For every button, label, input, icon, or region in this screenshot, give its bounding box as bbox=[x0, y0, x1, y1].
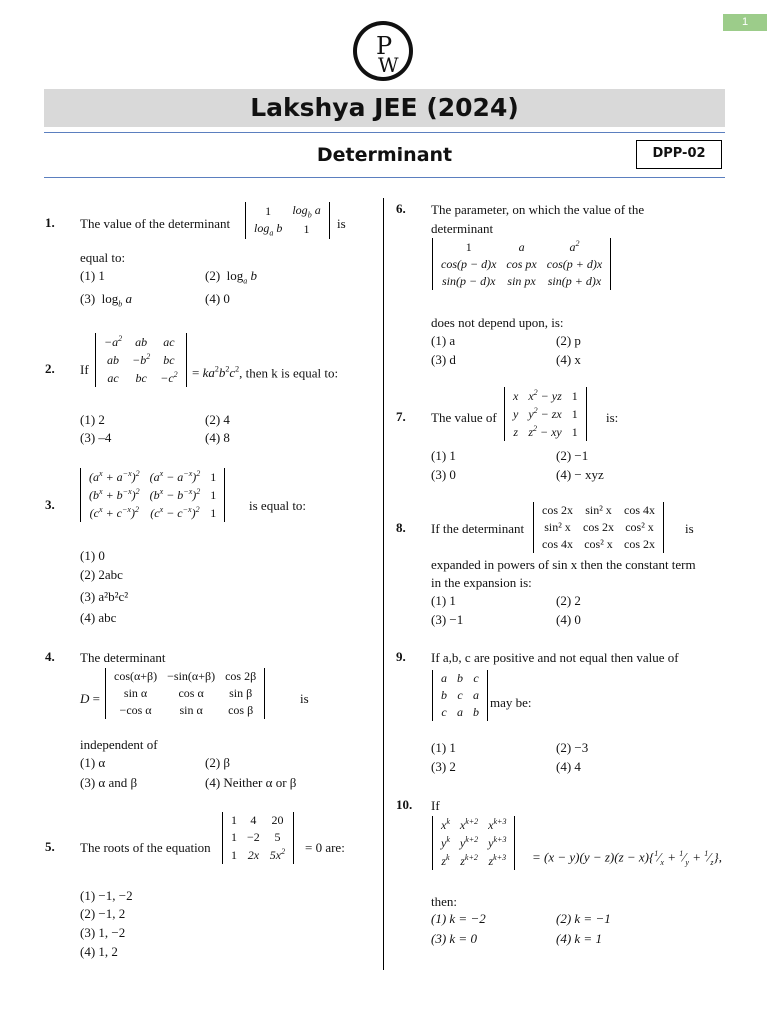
option: (4) k = 1 bbox=[556, 931, 602, 946]
question-text: The value of the determinant bbox=[80, 216, 231, 231]
option: (1) −1, −2 bbox=[80, 888, 133, 903]
option: (3) bbox=[80, 291, 96, 306]
question-text: If the determinant bbox=[431, 521, 525, 536]
determinant: cos 2x sin² x cos 4x sin² x cos 2x cos² x cos 4x cos² x cos 2x bbox=[533, 502, 664, 553]
question-text: If bbox=[80, 362, 89, 377]
option: (4) abc bbox=[80, 610, 117, 625]
question-number: 3. bbox=[45, 497, 55, 512]
option-value: log bbox=[101, 291, 119, 306]
option: (4) 4 bbox=[556, 759, 581, 774]
question-number: 8. bbox=[396, 520, 406, 535]
question-text: equal to: bbox=[80, 250, 126, 265]
question-text: may be: bbox=[490, 695, 532, 710]
determinant: 1 4 20 1 −2 5 1 2x $5x^2$ bbox=[222, 812, 294, 864]
option: (4) − xyz bbox=[556, 467, 604, 482]
question-number: 4. bbox=[45, 649, 55, 664]
determinant: $x^k$ $x^{k+2}$ $x^{k+3}$ $y^k$ $y^{k+2}$ $y^{k+3}$ $z^k$ $z^{k+2}$ $z^{k+3}$ bbox=[432, 816, 515, 870]
question-text: is equal to: bbox=[249, 498, 307, 513]
option: (2) bbox=[205, 268, 221, 283]
question-text: is bbox=[685, 521, 694, 536]
page-title: Lakshya JEE (2024) bbox=[44, 89, 725, 127]
determinant: cos(α+β) −sin(α+β) cos 2β sin α cos α sin β −cos α sin α cos β bbox=[105, 668, 265, 719]
determinant: $-a^2$ ab ac ab $-b^2$ bc ac bc $-c^2$ bbox=[95, 333, 187, 387]
question-text: The determinant bbox=[80, 650, 166, 665]
option: (2) −1 bbox=[556, 448, 589, 463]
option: (2) 2 bbox=[556, 593, 581, 608]
svg-text:P: P bbox=[376, 32, 393, 60]
question-number: 9. bbox=[396, 649, 406, 664]
option: (1) 0 bbox=[80, 548, 105, 563]
question-text: If a,b, c are positive and not equal then value of bbox=[431, 650, 679, 665]
column-divider bbox=[383, 198, 384, 970]
determinant: 1 $\log_b a$ $\log_a b$ 1 bbox=[245, 202, 330, 239]
page-number: 1 bbox=[723, 14, 767, 31]
option: (1) 2 bbox=[80, 412, 105, 427]
question-text: The value of bbox=[431, 410, 497, 425]
option: (1) k = −2 bbox=[431, 911, 486, 926]
svg-text:W: W bbox=[378, 53, 399, 77]
option: (1) a bbox=[431, 333, 456, 348]
option: (1) 1 bbox=[431, 448, 456, 463]
option: (2) −3 bbox=[556, 740, 589, 755]
question-text: expanded in powers of sin x then the constant term bbox=[431, 557, 696, 572]
option: (2) k = −1 bbox=[556, 911, 611, 926]
equation-rhs: = (x − y)(y − z)(z − x) bbox=[532, 849, 650, 865]
option: (3) 1, −2 bbox=[80, 925, 126, 940]
question-text: is: bbox=[606, 410, 619, 425]
option: (1) α bbox=[80, 755, 106, 770]
determinant: $(a^x + a^{-x})^2$ $(a^x - a^{-x})^2$ 1 $(b^x + b^{-x})^2$ $(b^x - b^{-x})^2$ 1 $(c^x + c^{-x})^2$ $(c^x - c^{-x})^2$ 1 bbox=[80, 468, 225, 522]
option: (1) 1 bbox=[431, 593, 456, 608]
question-number: 7. bbox=[396, 409, 406, 424]
option-value: log bbox=[226, 268, 244, 283]
option: (4) x bbox=[556, 352, 581, 367]
question-number: 10. bbox=[396, 797, 413, 812]
determinant: x $x^2$ − yz 1 y $y^2$ − zx 1 z $z^2$ − xy 1 bbox=[504, 387, 587, 441]
option: (2) p bbox=[556, 333, 581, 348]
option: (4) 0 bbox=[556, 612, 581, 627]
option: (2) −1, 2 bbox=[80, 906, 126, 921]
dpp-code-badge: DPP-02 bbox=[636, 140, 722, 169]
question-text: is bbox=[337, 216, 346, 231]
option: (4) Neither α or β bbox=[205, 775, 297, 790]
question-number: 6. bbox=[396, 201, 406, 216]
option: (3) k = 0 bbox=[431, 931, 477, 946]
question-number: 2. bbox=[45, 361, 55, 376]
option: (1) 1 bbox=[431, 740, 456, 755]
pw-logo-icon bbox=[352, 20, 414, 82]
question-text: does not depend upon, is: bbox=[431, 315, 564, 330]
question-text: If bbox=[431, 798, 440, 813]
question-text: The parameter, on which the value of the bbox=[431, 202, 645, 217]
option: (3) –4 bbox=[80, 430, 112, 445]
option: (3) d bbox=[431, 352, 456, 367]
header-rule-top bbox=[44, 132, 725, 133]
question-text: The roots of the equation bbox=[80, 840, 211, 855]
option: (3) 0 bbox=[431, 467, 456, 482]
question-text: independent of bbox=[80, 737, 158, 752]
determinant: 1 a $a^2$ cos(p − d)x cos px cos(p + d)x sin(p − d)x sin px sin(p + d)x bbox=[432, 238, 611, 290]
determinant: a b c b c a c a b bbox=[432, 670, 488, 721]
question-text: = 0 are: bbox=[305, 840, 345, 855]
option: (2) 2abc bbox=[80, 567, 123, 582]
option: (2) 4 bbox=[205, 412, 230, 427]
question-text: is bbox=[300, 691, 309, 706]
option: (4) 0 bbox=[205, 291, 230, 306]
question-number: 1. bbox=[45, 215, 55, 230]
header-rule-bottom bbox=[44, 177, 725, 178]
option: (1) 1 bbox=[80, 268, 105, 283]
question-text: determinant bbox=[431, 221, 494, 236]
question-text: , then k is equal to: bbox=[239, 365, 339, 381]
option: (3) α and β bbox=[80, 775, 138, 790]
page-subtitle: Determinant bbox=[316, 144, 453, 166]
option: (3) −1 bbox=[431, 612, 464, 627]
question-text: in the expansion is: bbox=[431, 575, 532, 590]
option: (2) β bbox=[205, 755, 231, 770]
option: (3) 2 bbox=[431, 759, 456, 774]
question-number: 5. bbox=[45, 839, 55, 854]
option: (3) a²b²c² bbox=[80, 589, 129, 604]
question-text: then: bbox=[431, 894, 457, 909]
option: (4) 1, 2 bbox=[80, 944, 118, 959]
option: (4) 8 bbox=[205, 430, 230, 445]
